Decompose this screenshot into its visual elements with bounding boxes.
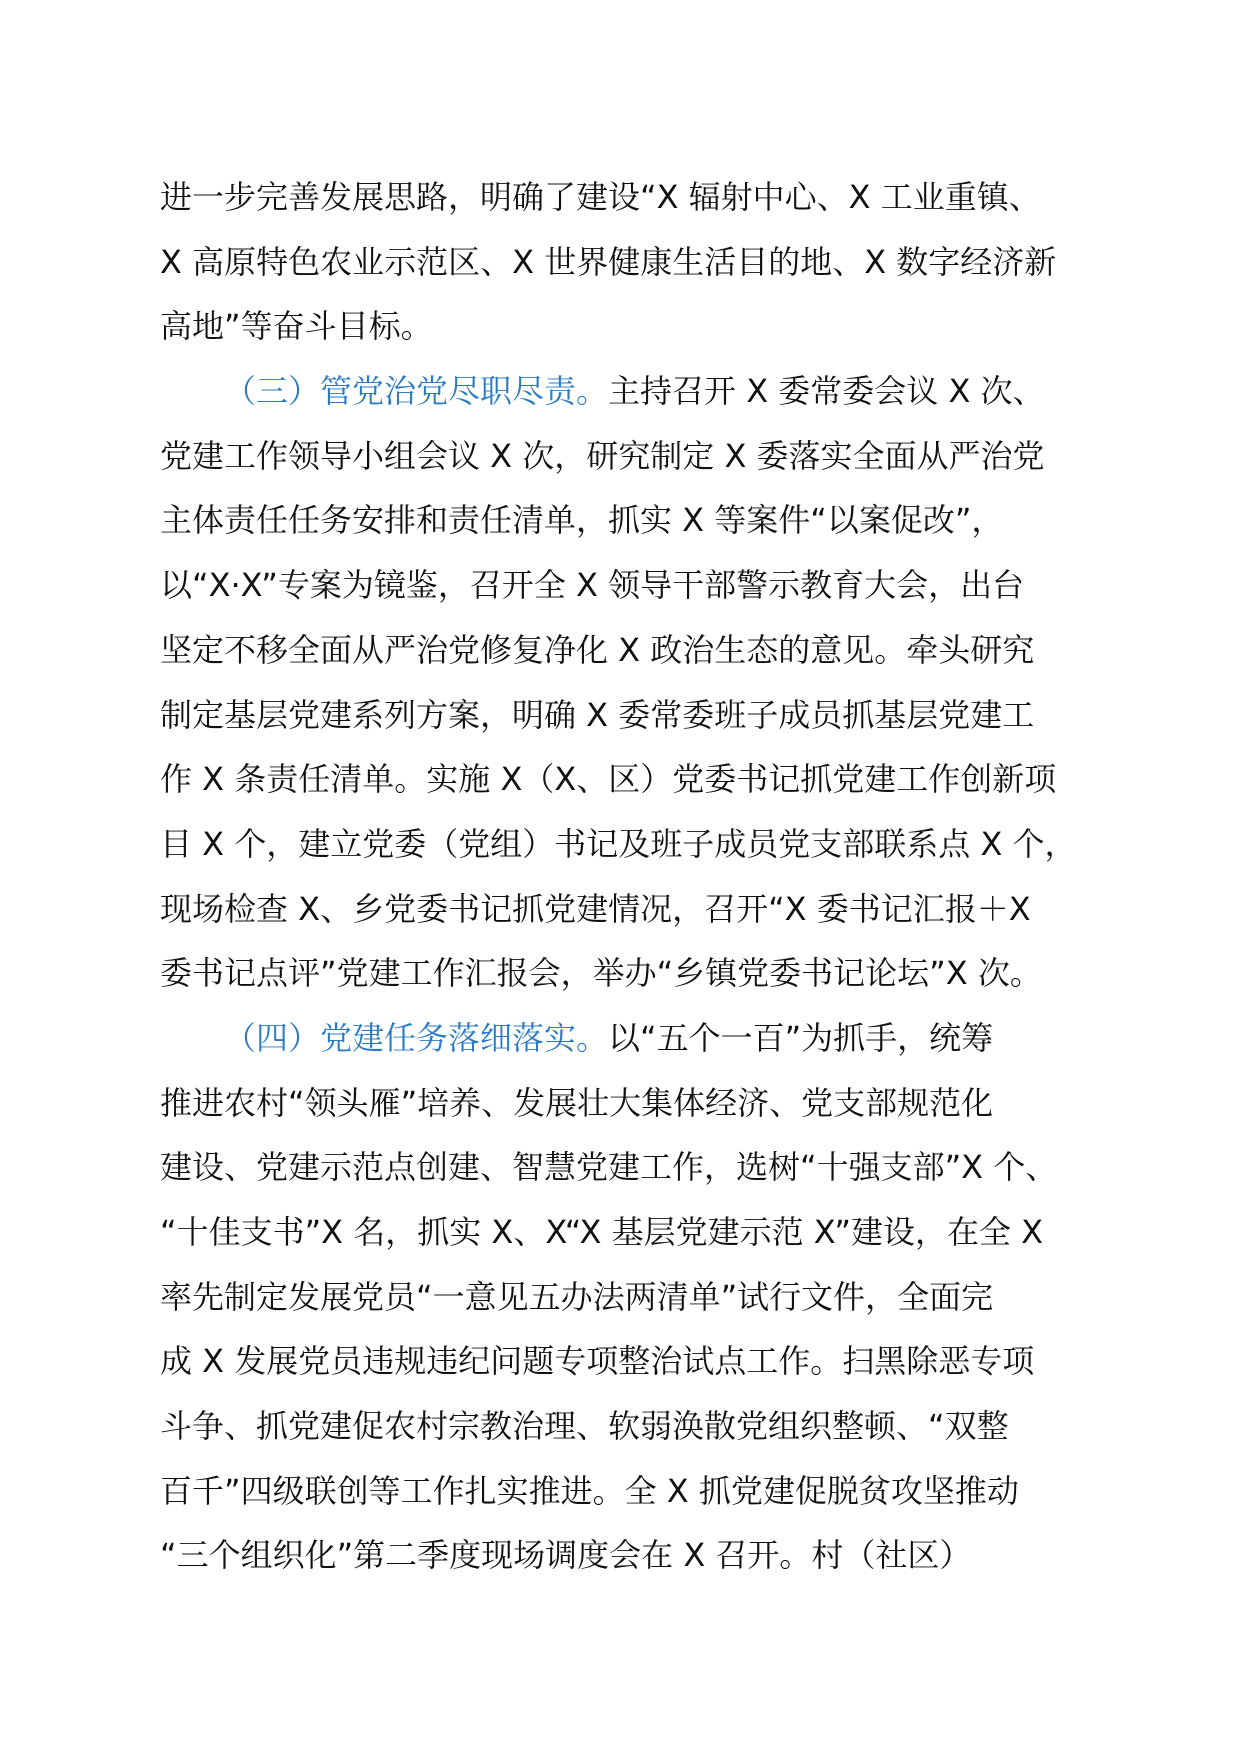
document-body	[160, 165, 1120, 1588]
paragraph-line: 制定基层党建系列方案，明确 X 委常委班子成员抓基层党建工	[160, 695, 1035, 734]
section-heading-4: （四）党建任务落细落实。	[224, 1018, 609, 1057]
paragraph-line: 百千”四级联创等工作扎实推进。全 X 抓党建促脱贫攻坚推动	[160, 1471, 1019, 1510]
paragraph-line	[160, 359, 1120, 424]
paragraph-line: 斗争、抓党建促农村宗教治理、软弱涣散党组织整顿、“双整	[160, 1407, 1009, 1446]
paragraph-line: 进一步完善发展思路，明确了建设“X 辐射中心、X 工业重镇、	[160, 178, 1041, 216]
paragraph-line	[160, 1006, 1120, 1071]
paragraph-line: 主体责任任务安排和责任清单，抓实 X 等案件“以案促改”，	[160, 501, 1004, 540]
paragraph-line: 建设、党建示范点创建、智慧党建工作，选树“十强支部”X 个、	[160, 1148, 1058, 1187]
paragraph-line: 坚定不移全面从严治党修复净化 X 政治生态的意见。牵头研究	[160, 630, 1035, 669]
paragraph-line: 党建工作领导小组会议 X 次，研究制定 X 委落实全面从严治党	[160, 436, 1045, 475]
paragraph-text: 以“五个一百”为抓手，统筹	[608, 1018, 994, 1057]
paragraph-line: 率先制定发展党员“一意见五办法两清单”试行文件，全面完	[160, 1277, 994, 1316]
paragraph-line: “十佳支书”X 名，抓实 X、X“X 基层党建示范 X”建设，在全 X	[160, 1213, 1044, 1251]
paragraph-line: X 高原特色农业示范区、X 世界健康生活目的地、X 数字经济新	[160, 242, 1057, 281]
paragraph-line: 以“X·X”专案为镜鉴，召开全 X 领导干部警示教育大会，出台	[160, 566, 1025, 605]
paragraph-line: 目 X 个，建立党委（党组）书记及班子成员党支部联系点 X 个，	[160, 824, 1077, 863]
paragraph-line: 委书记点评”党建工作汇报会，举办“乡镇党委书记论坛”X 次。	[160, 954, 1042, 993]
paragraph-line: 推进农村“领头雁”培养、发展壮大集体经济、党支部规范化	[160, 1083, 994, 1122]
paragraph-line: “三个组织化”第二季度现场调度会在 X 召开。村（社区）	[160, 1536, 972, 1575]
paragraph-line: 现场检查 X、乡党委书记抓党建情况，召开“X 委书记汇报＋X	[160, 889, 1031, 928]
paragraph-line: 高地”等奋斗目标。	[160, 307, 433, 346]
section-heading-3: （三）管党治党尽职尽责。	[224, 372, 609, 411]
paragraph-line: 作 X 条责任清单。实施 X（X、区）党委书记抓党建工作创新项	[160, 760, 1057, 799]
paragraph-text: 主持召开 X 委常委会议 X 次、	[608, 372, 1045, 411]
paragraph-line: 成 X 发展党员违规违纪问题专项整治试点工作。扫黑除恶专项	[160, 1342, 1035, 1381]
